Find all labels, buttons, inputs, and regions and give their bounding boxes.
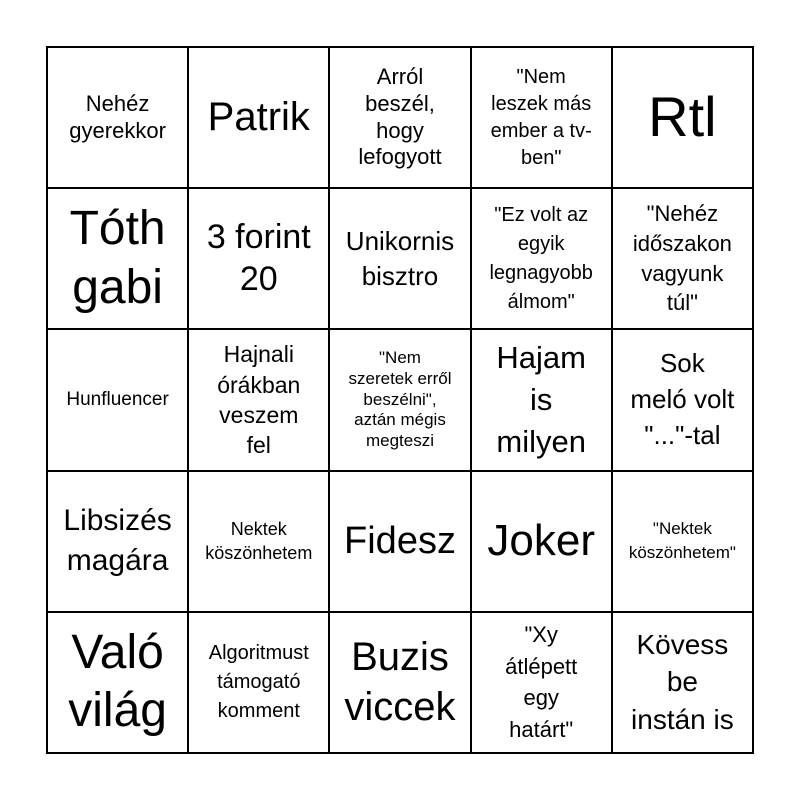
cell-text: "Nem leszek más ember a tv- ben" xyxy=(490,65,592,169)
bingo-cell[interactable] xyxy=(471,47,612,188)
cell-text: "Xy átlépett egy határt" xyxy=(505,621,578,743)
bingo-cell[interactable] xyxy=(47,47,188,188)
cell-text: Nehéz gyerekkor xyxy=(69,90,166,143)
bingo-cell[interactable] xyxy=(329,471,470,612)
cell-text: Nektek köszönhetem xyxy=(205,518,313,564)
bingo-cell[interactable] xyxy=(188,612,329,753)
cell-text: Sok meló volt "..."-tal xyxy=(630,348,735,450)
bingo-cell[interactable] xyxy=(612,612,753,753)
bingo-cell[interactable] xyxy=(47,471,188,612)
bingo-cell[interactable] xyxy=(612,471,753,612)
cell-text: Arról beszél, hogy lefogyott xyxy=(358,63,442,170)
cell-text: Buzis viccek xyxy=(344,635,456,730)
bingo-cell[interactable] xyxy=(329,612,470,753)
bingo-cell[interactable] xyxy=(612,329,753,470)
cell-text: "Ez volt az egyik legnagyobb álmom" xyxy=(489,203,593,313)
bingo-cell[interactable] xyxy=(471,612,612,753)
bingo-cell[interactable] xyxy=(47,329,188,470)
cell-text: "Nehéz időszakon vagyunk túl" xyxy=(632,201,732,316)
cell-text: Való világ xyxy=(68,625,167,738)
cell-text: Joker xyxy=(487,516,595,566)
cell-text: Hajam is milyen xyxy=(496,340,586,459)
cell-text: Hajnali órákban veszem fel xyxy=(217,341,301,459)
bingo-cell[interactable] xyxy=(612,188,753,329)
bingo-cell[interactable] xyxy=(329,329,470,470)
bingo-cell[interactable] xyxy=(47,612,188,753)
cell-text: Fidesz xyxy=(344,520,456,563)
cell-text: "Nektek köszönhetem" xyxy=(628,519,736,563)
bingo-cell[interactable] xyxy=(188,47,329,188)
bingo-cell[interactable] xyxy=(188,188,329,329)
cell-text: Libsizés magára xyxy=(63,503,172,578)
cell-text: Kövess be instán is xyxy=(631,628,734,736)
cell-text: "Nem szeretek erről beszélni", aztán mégis megteszi xyxy=(348,348,452,451)
bingo-board xyxy=(46,46,754,754)
bingo-cell[interactable] xyxy=(471,471,612,612)
bingo-cell[interactable] xyxy=(329,47,470,188)
bingo-cell[interactable] xyxy=(329,188,470,329)
cell-text: Rtl xyxy=(648,85,717,149)
bingo-cell[interactable] xyxy=(471,329,612,470)
bingo-cell[interactable] xyxy=(188,329,329,470)
bingo-cell[interactable] xyxy=(47,188,188,329)
cell-text: Hunfluencer xyxy=(66,389,169,411)
bingo-cell[interactable] xyxy=(471,188,612,329)
cell-text: Patrik xyxy=(207,95,310,140)
cell-text: Tóth gabi xyxy=(69,202,166,314)
bingo-cell[interactable] xyxy=(612,47,753,188)
bingo-cell[interactable] xyxy=(188,471,329,612)
cell-text: Unikornis bisztro xyxy=(345,225,455,291)
cell-text: Algoritmust támogató komment xyxy=(208,641,309,722)
cell-text: 3 forint 20 xyxy=(206,218,311,298)
